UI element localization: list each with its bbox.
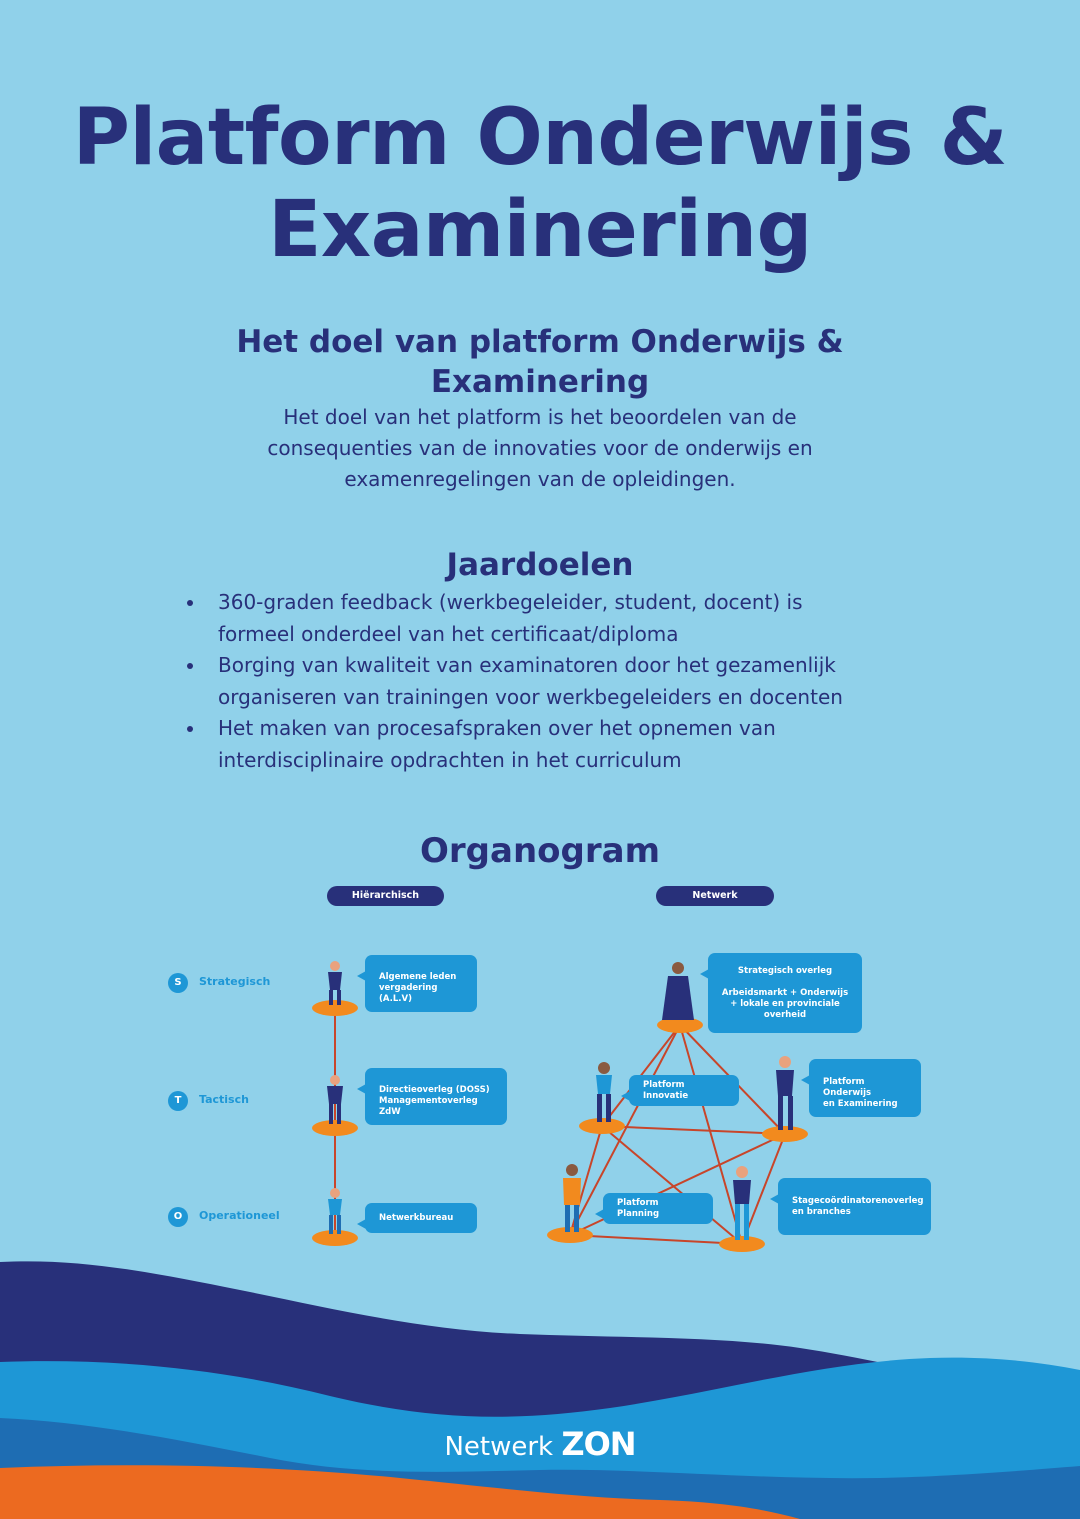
bubble-line: + lokale en provinciale <box>730 999 840 1009</box>
organogram-heading: Organogram <box>420 831 660 871</box>
footer-logo <box>0 1424 1080 1467</box>
bubble-line: Platform Planning <box>617 1197 660 1219</box>
doel-heading-line-1: Het doel van platform Onderwijs & <box>236 324 844 360</box>
level-label: Operationeel <box>199 1209 280 1222</box>
doel-heading-line-2: Examinering <box>430 364 650 400</box>
level-badge: T <box>168 1091 188 1111</box>
bubble-line: Platform Innovatie <box>643 1079 689 1101</box>
bubble-alv <box>365 955 477 1012</box>
jaardoel-line: formeel onderdeel van het certificaat/diploma <box>218 621 679 646</box>
bubble-line: Algemene leden <box>379 972 457 982</box>
net-edge <box>570 1235 742 1244</box>
node-platform <box>762 1126 808 1142</box>
jaardoelen-heading: Jaardoelen <box>446 547 634 583</box>
bubble-strategisch-overleg <box>708 953 862 1033</box>
bubble-platform-planning <box>603 1193 713 1224</box>
bubble-line: overheid <box>763 1010 807 1020</box>
bubble-line: Stagecoördinatorenoverleg <box>792 1196 924 1206</box>
netwerk-pill: Netwerk <box>656 886 774 906</box>
title-line-2: Examinering <box>268 185 812 275</box>
person-figure <box>596 1062 612 1122</box>
jaardoel-line: 360-graden feedback (werkbegeleider, student, docent) is <box>218 590 803 614</box>
bubble-title: Strategisch overleg <box>737 966 833 976</box>
logo-prefix: Netwerk <box>444 1432 554 1462</box>
person-figure <box>563 1164 581 1232</box>
bubble-line: en Examinering <box>823 1099 898 1109</box>
doel-text-line-1: Het doel van het platform is het beoordelen van de <box>283 405 797 429</box>
jaardoel-line: organiseren van trainingen voor werkbegeleiders en docenten <box>218 684 843 709</box>
jaardoel-line: Borging van kwaliteit van examinatoren door het gezamenlijk <box>218 653 836 677</box>
jaardoel-line: Het maken van procesafspraken over het opnemen van <box>218 716 776 740</box>
person-figure <box>328 961 342 1005</box>
person-figure <box>776 1056 794 1130</box>
doel-text-line-2: consequenties van de innovaties voor de onderwijs en <box>267 436 813 460</box>
bubble-line: Platform Onderwijs <box>823 1077 872 1098</box>
node-platform <box>312 1000 358 1016</box>
title-line-1: Platform Onderwijs & <box>72 93 1008 183</box>
level-badge: S <box>168 973 188 993</box>
bubble-platform-innovatie <box>629 1075 739 1106</box>
doel-text-line-3: examenregelingen van de opleidingen. <box>344 467 736 491</box>
bubble-platform-onderwijs <box>809 1059 921 1117</box>
net-edge <box>602 1126 785 1134</box>
bubble-line: Managementoverleg ZdW <box>379 1096 478 1117</box>
net-edge <box>602 1126 742 1244</box>
bubble-stage-overleg <box>778 1178 931 1235</box>
node-platform <box>719 1236 765 1252</box>
bubble-line: Arbeidsmarkt + Onderwijs <box>721 988 849 998</box>
logo-brand: ZON <box>561 1425 636 1463</box>
node-platform <box>312 1120 358 1136</box>
level-badge: O <box>168 1207 188 1227</box>
jaardoel-line: interdisciplinaire opdrachten in het curriculum <box>218 747 682 772</box>
level-label: Strategisch <box>199 975 271 988</box>
bubble-line: vergadering (A.L.V) <box>379 983 438 1004</box>
bubble-line: Netwerkbureau <box>379 1212 454 1223</box>
bubble-line: Directieoverleg (DOSS) <box>379 1085 490 1095</box>
bubble-directieoverleg <box>365 1068 507 1125</box>
person-figure <box>662 962 694 1020</box>
hierarchisch-pill: Hiërarchisch <box>327 886 444 906</box>
person-figure <box>733 1166 751 1240</box>
bubble-line: en branches <box>792 1207 851 1217</box>
level-label: Tactisch <box>199 1093 249 1106</box>
node-platform <box>312 1230 358 1246</box>
bubble-netwerkbureau <box>365 1203 477 1233</box>
